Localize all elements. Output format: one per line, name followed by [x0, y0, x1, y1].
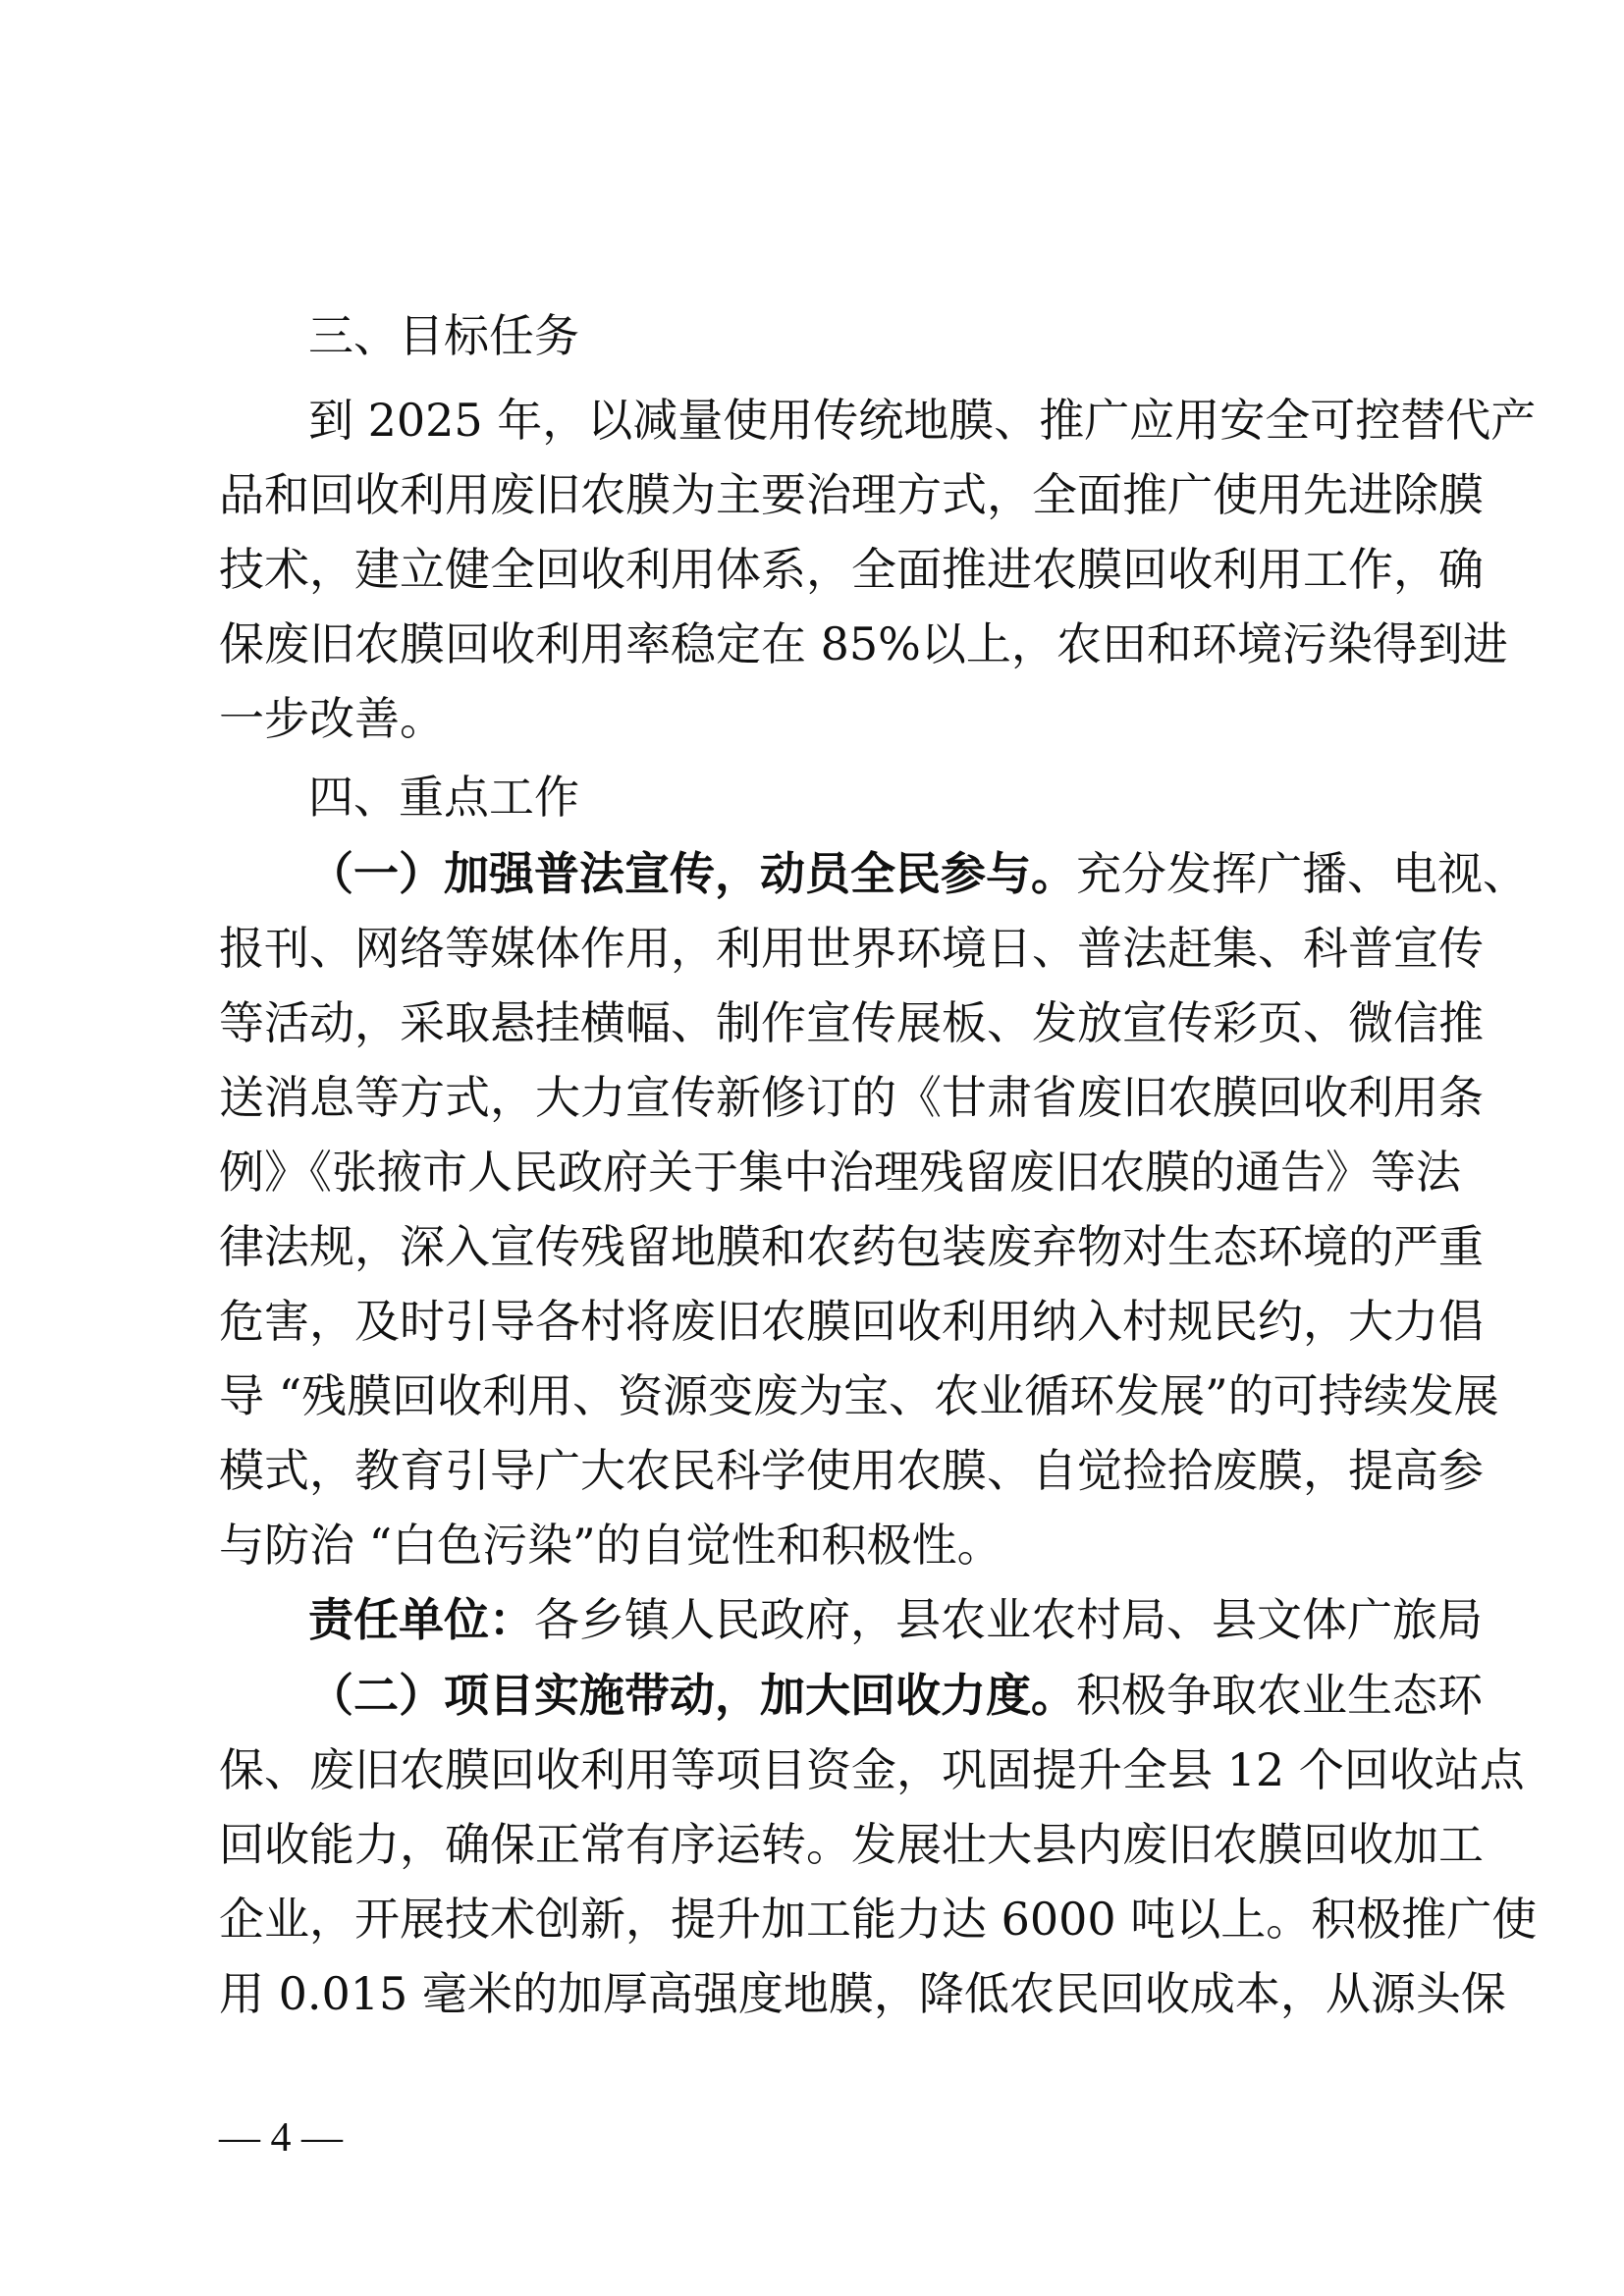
- paragraph-line: 与防治 “白色污染”的自觉性和积极性。: [219, 1519, 1002, 1572]
- responsibility-line: [308, 1590, 1483, 1649]
- item1-first-line-rest: 充分发挥广播、电视、: [1076, 847, 1528, 900]
- paragraph-line: 企业，开展技术创新，提升加工能力达 6000 吨以上。积极推广使: [219, 1893, 1538, 1946]
- paragraph-line: 品和回收利用废旧农膜为主要治理方式，全面推广使用先进除膜: [219, 468, 1484, 521]
- item2-first-line: [308, 1666, 1483, 1725]
- paragraph-line: 报刊、网络等媒体作用，利用世界环境日、普法赶集、科普宣传: [219, 922, 1484, 975]
- paragraph-line: 例》《张掖市人民政府关于集中治理残留废旧农膜的通告》等法: [219, 1146, 1461, 1199]
- paragraph-line: 保废旧农膜回收利用率稳定在 85%以上，农田和环境污染得到进: [219, 617, 1508, 670]
- responsibility-text: 各乡镇人民政府，县农业农村局、县文体广旅局: [534, 1593, 1483, 1646]
- page-number: — 4 —: [219, 2115, 343, 2161]
- item2-title: （二）项目实施带动，加大回收力度。: [308, 1669, 1076, 1722]
- paragraph-line: 等活动，采取悬挂横幅、制作宣传展板、发放宣传彩页、微信推: [219, 996, 1484, 1049]
- paragraph-line: 回收能力，确保正常有序运转。发展壮大县内废旧农膜回收加工: [219, 1818, 1484, 1871]
- paragraph-line: 一步改善。: [219, 692, 445, 745]
- paragraph-line: 技术，建立健全回收利用体系，全面推进农膜回收利用工作，确: [219, 543, 1484, 596]
- paragraph-line: 用 0.015 毫米的加厚高强度地膜，降低农民回收成本，从源头保: [219, 1967, 1506, 2020]
- paragraph-line: 律法规，深入宣传残留地膜和农药包装废弃物对生态环境的严重: [219, 1220, 1484, 1273]
- paragraph-line: 送消息等方式，大力宣传新修订的《甘肃省废旧农膜回收利用条: [219, 1071, 1484, 1124]
- item2-first-line-rest: 积极争取农业生态环: [1076, 1669, 1483, 1722]
- paragraph-line: 模式，教育引导广大农民科学使用农膜、自觉捡拾废膜，提高参: [219, 1444, 1484, 1497]
- paragraph-line: 导 “残膜回收利用、资源变废为宝、农业循环发展”的可持续发展: [219, 1369, 1499, 1422]
- paragraph-line: 危害，及时引导各村将废旧农膜回收利用纳入村规民约，大力倡: [219, 1295, 1484, 1348]
- section-heading-goals: 三、目标任务: [308, 309, 579, 362]
- responsibility-label: 责任单位：: [308, 1593, 534, 1646]
- item1-first-line: [308, 844, 1528, 903]
- item1-title: （一）加强普法宣传，动员全民参与。: [308, 847, 1076, 900]
- section-heading-key-work: 四、重点工作: [308, 771, 579, 824]
- paragraph-line: 到 2025 年，以减量使用传统地膜、推广应用安全可控替代产: [308, 394, 1537, 447]
- paragraph-line: 保、废旧农膜回收利用等项目资金，巩固提升全县 12 个回收站点: [219, 1743, 1525, 1796]
